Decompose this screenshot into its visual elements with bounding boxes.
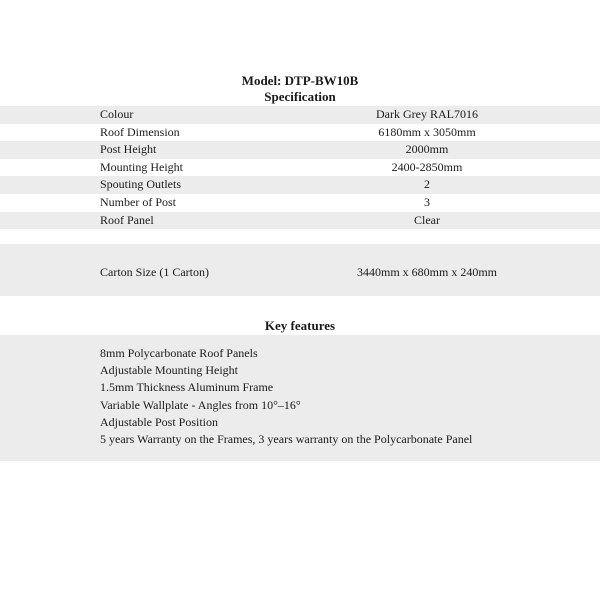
spec-label: Number of Post xyxy=(100,194,176,209)
feature-item: 5 years Warranty on the Frames, 3 years warranty on the Polycarbonate Panel xyxy=(100,432,473,447)
spec-label: Roof Panel xyxy=(100,212,154,227)
spec-label: Colour xyxy=(100,107,134,121)
specification-table xyxy=(0,106,600,229)
carton-size-label: Carton Size (1 Carton) xyxy=(100,265,209,279)
feature-item: 1.5mm Thickness Aluminum Frame xyxy=(100,380,274,395)
spec-row-number-of-post xyxy=(0,194,600,212)
feature-item: Adjustable Mounting Height xyxy=(100,363,238,378)
spec-label: Spouting Outlets xyxy=(100,177,182,192)
spec-value: 2400-2850mm xyxy=(391,159,463,174)
specification-heading: Specification xyxy=(264,89,336,104)
carton-size-value: 3440mm x 680mm x 240mm xyxy=(356,265,497,279)
spec-row-spouting-outlets xyxy=(0,176,600,194)
spec-value: 3 xyxy=(424,194,430,209)
spec-value: 2 xyxy=(424,177,430,192)
spec-row-mounting-height xyxy=(0,159,600,177)
spec-label: Roof Dimension xyxy=(100,124,180,139)
feature-item: 8mm Polycarbonate Roof Panels xyxy=(100,346,258,360)
spec-value: Clear xyxy=(414,212,440,227)
spec-row-roof-dimension xyxy=(0,124,600,142)
spec-row-colour xyxy=(0,106,600,124)
model-title: Model: DTP-BW10B xyxy=(241,73,359,88)
spec-value: 2000mm xyxy=(405,142,449,157)
feature-item: Variable Wallplate - Angles from 10°–16° xyxy=(100,397,301,412)
spec-row-roof-panel xyxy=(0,212,600,230)
spec-value: Dark Grey RAL7016 xyxy=(376,107,478,121)
spec-label: Post Height xyxy=(100,142,157,157)
features-list xyxy=(100,345,472,448)
feature-item: Adjustable Post Position xyxy=(100,414,219,429)
spec-value: 6180mm x 3050mm xyxy=(378,124,476,139)
spec-label: Mounting Height xyxy=(100,159,183,174)
spec-row-post-height xyxy=(0,141,600,159)
key-features-heading: Key features xyxy=(264,318,336,333)
